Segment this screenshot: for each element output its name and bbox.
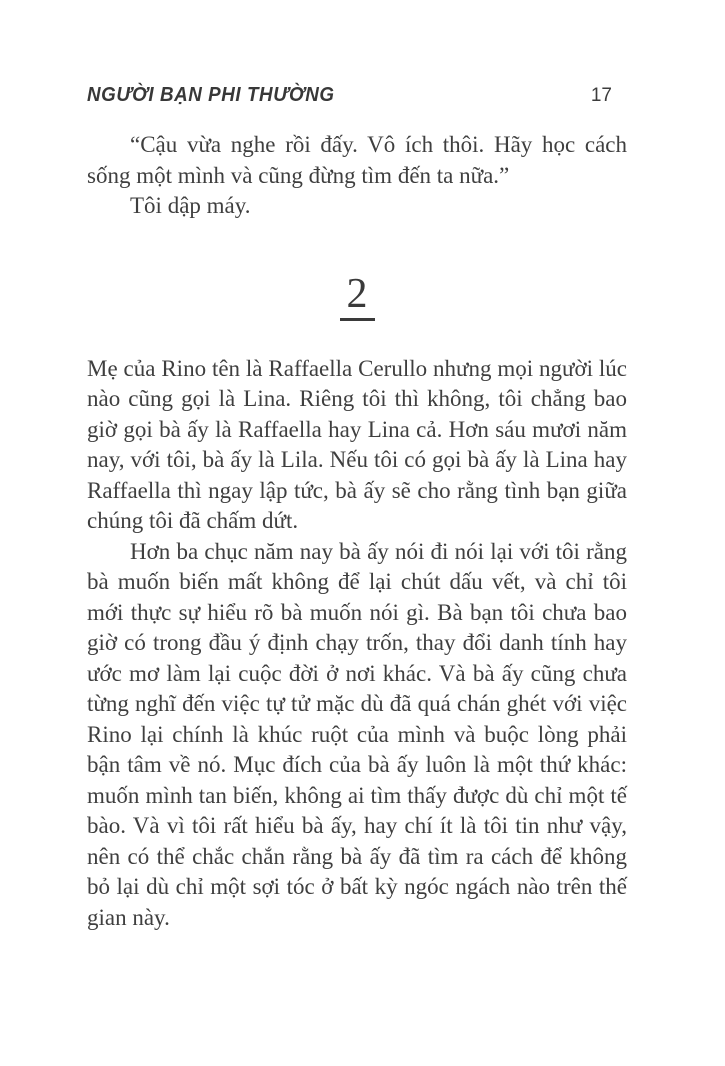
dialogue-paragraph: Tôi dập máy. [130,193,251,218]
body-paragraph: Hơn ba chục năm nay bà ấy nói đi nói lại với tôi rằng bà muốn biến mất không để lại chút dấu vết, và chỉ tôi mới thực sự hiểu rõ bà muốn nói gì. Bà bạn tôi chưa bao giờ có trong đầu ý định chạy trốn, thay đổi danh tính hay ước mơ làm lại cuộc đời ở nơi khác. Và bà ấy cũng chưa từng nghĩ đến việc tự tử mặc dù đã quá chán ghét với việc Rino lại chính là khúc ruột của mình và buộc lòng phải bận tâm về nó. Mục đích của bà ấy luôn là một thứ khác: muốn mình tan biến, không ai tìm thấy được dù chỉ một tế bào. Và vì tôi rất hiểu bà ấy, hay chí ít là tôi tin như vậy, nên có thể chắc chắn rằng bà ấy đã tìm ra cách để không bỏ lại dù chỉ một sợi tóc ở bất kỳ ngóc ngách nào trên thế gian này. [87,538,627,930]
running-title: NGƯỜI BẠN PHI THƯỜNG [87,84,335,106]
body-paragraph: Mẹ của Rino tên là Raffaella Cerullo nhưng mọi người lúc nào cũng gọi là Lina. Riêng tôi thì không, tôi chẳng bao giờ gọi bà ấy là Raffaella hay Lina cả. Hơn sáu mươi năm nay, với tôi, bà ấy là Lila. Nếu tôi có gọi bà ấy là Lina hay Raffaella thì ngay lập tức, bà ấy sẽ cho rằng tình bạn giữa chúng tôi đã chấm dứt. [87,355,627,534]
chapter-number: 2 [340,272,375,321]
page-number: 17 [590,85,612,106]
chapter-body [87,354,627,934]
chapter-heading [87,272,627,321]
dialogue-paragraph: “Cậu vừa nghe rồi đấy. Vô ích thôi. Hãy học cách sống một mình và cũng đừng tìm đến ta nữa.” [87,132,627,188]
dialogue-section [87,130,627,222]
running-header [87,84,627,107]
